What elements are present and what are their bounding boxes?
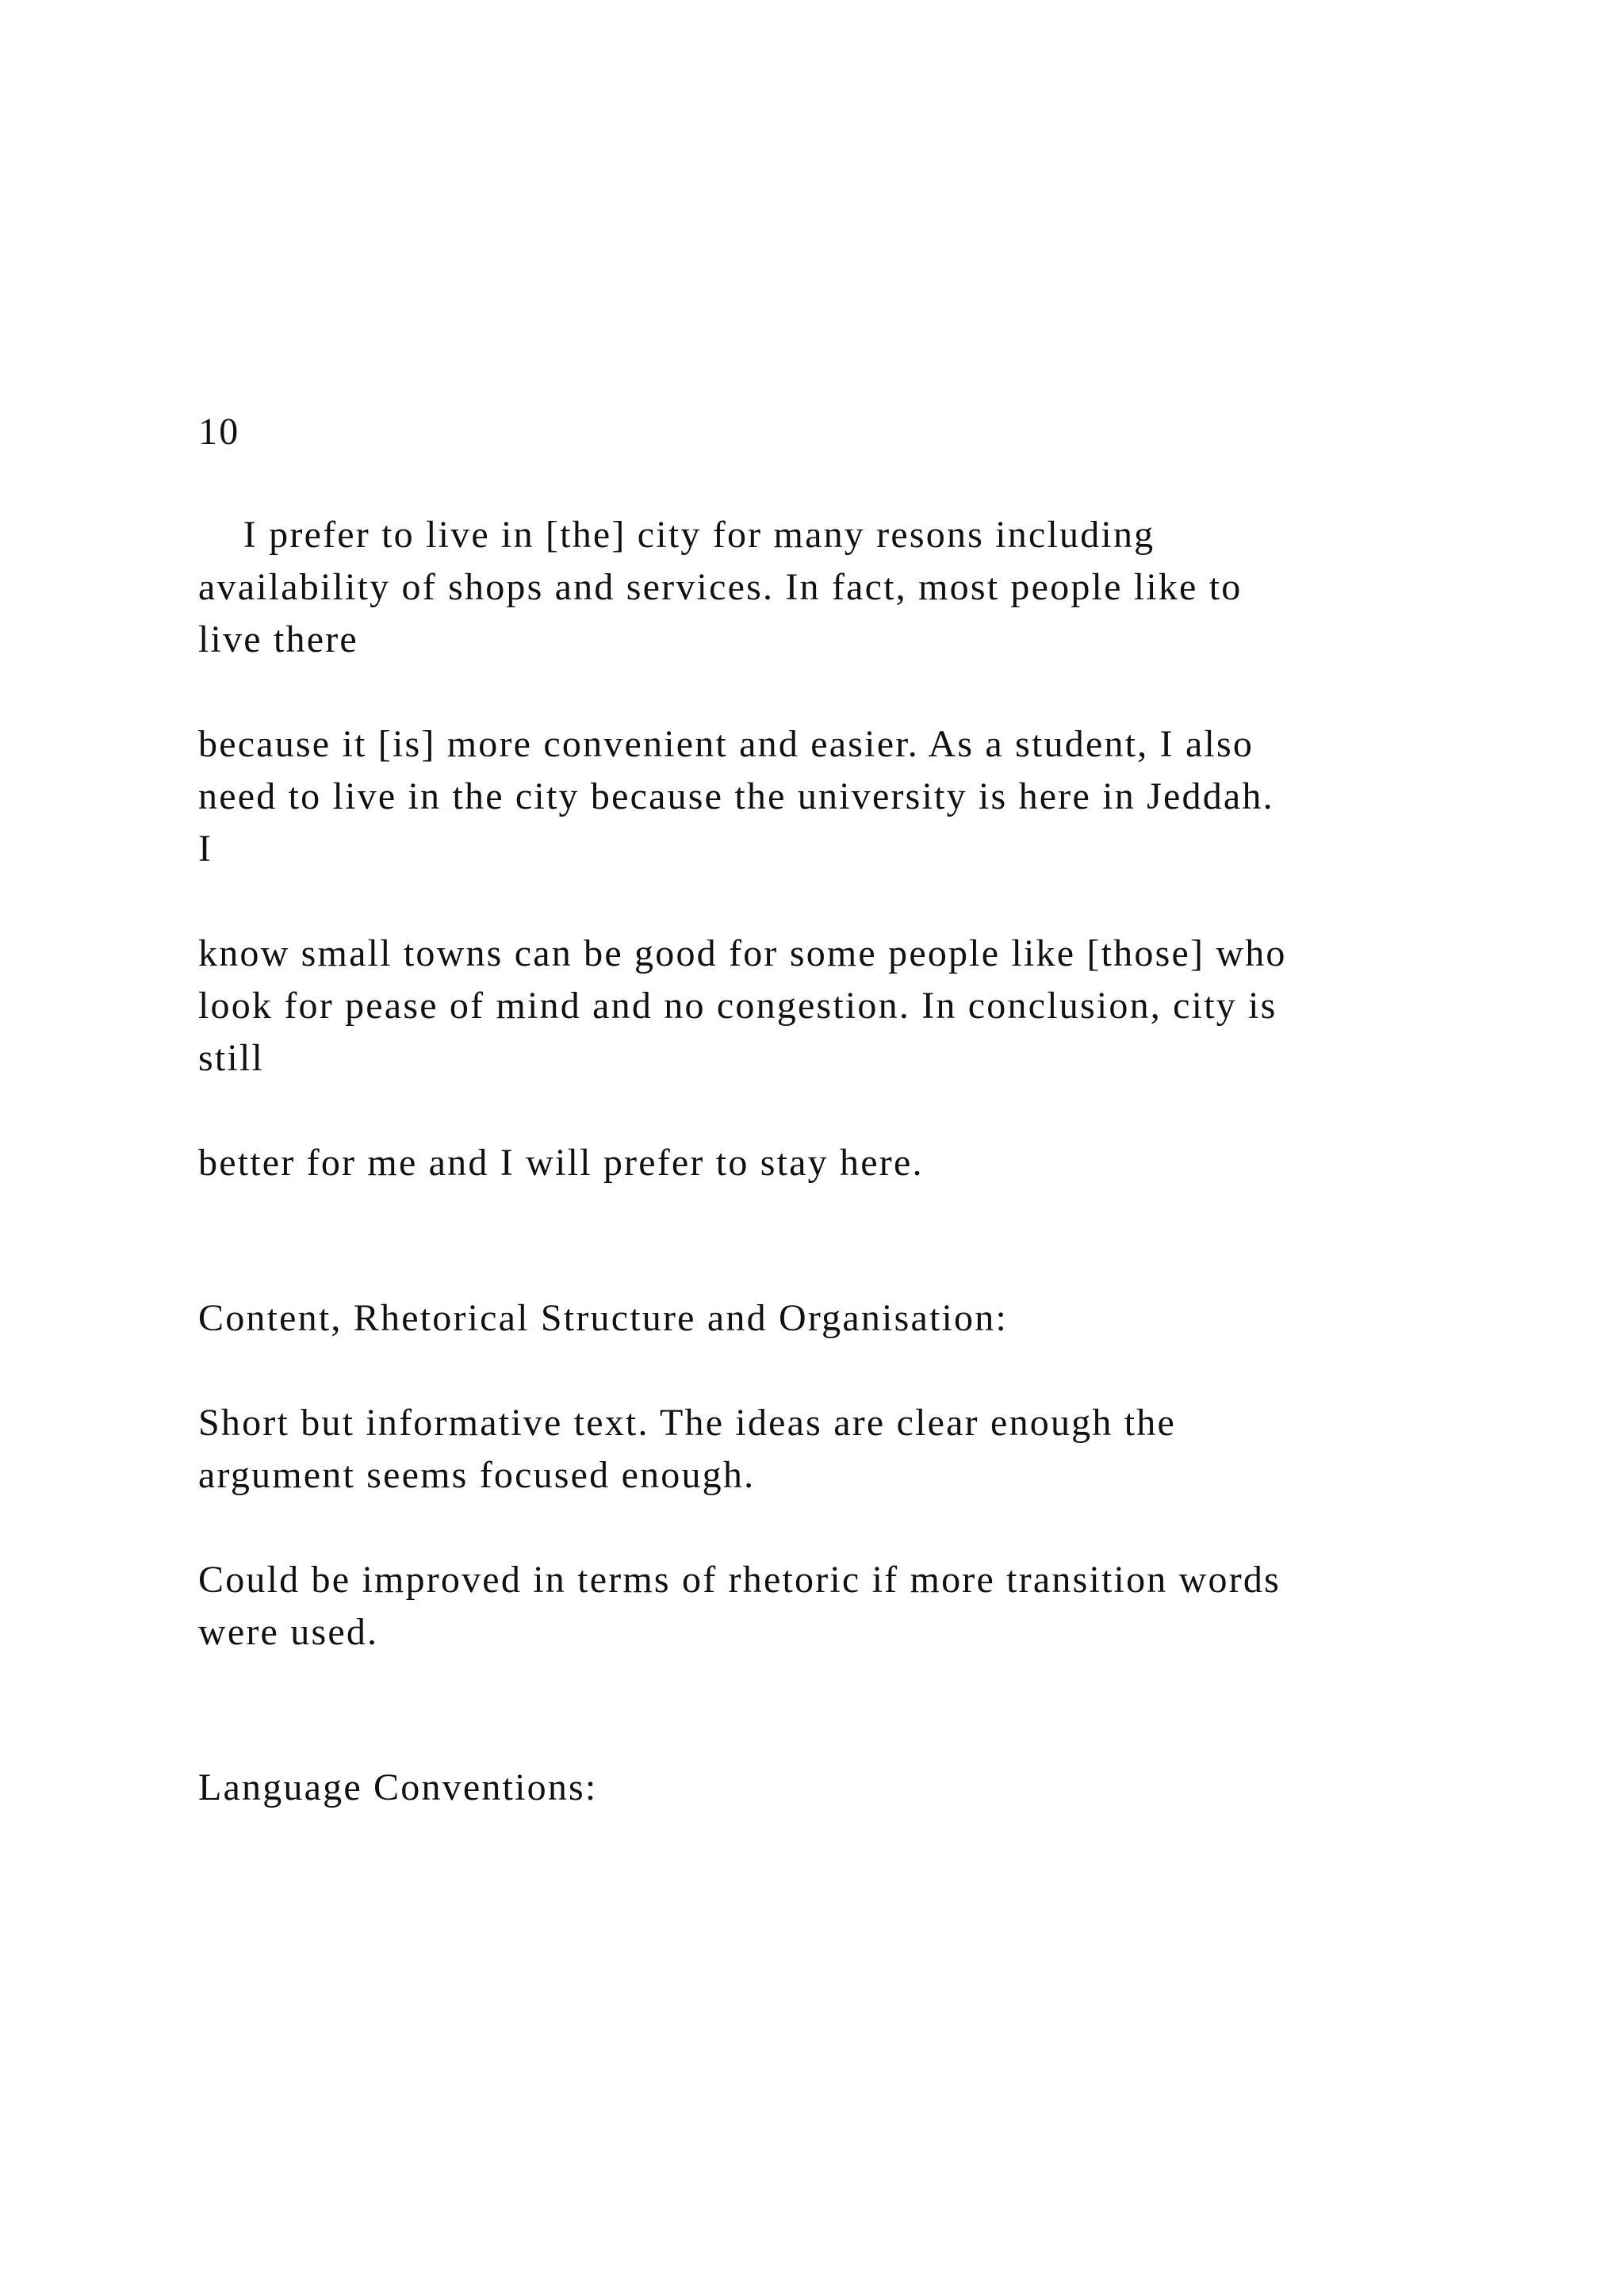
essay-line: because it [is] more convenient and easier. As a student, I also <box>198 723 1254 765</box>
page-number: 10 <box>198 411 240 453</box>
essay-line: live there <box>198 618 358 660</box>
essay-line: know small towns can be good for some people like [those] who <box>198 932 1287 974</box>
essay-line: I prefer to live in [the] city for many resons including <box>198 514 1155 556</box>
essay-line: need to live in the city because the university is here in Jeddah. <box>198 775 1274 817</box>
essay-line: better for me and I will prefer to stay here. <box>198 1142 924 1184</box>
content-comment-line: argument seems focused enough. <box>198 1454 756 1496</box>
improvement-line: were used. <box>198 1611 379 1653</box>
essay-line: look for pease of mind and no congestion. In conclusion, city is <box>198 985 1277 1027</box>
improvement-line: Could be improved in terms of rhetoric if more transition words <box>198 1559 1281 1601</box>
essay-line: availability of shops and services. In fact, most people like to <box>198 566 1243 608</box>
essay-line: I <box>198 828 213 870</box>
content-heading: Content, Rhetorical Structure and Organisation: <box>198 1297 1008 1339</box>
content-comment-line: Short but informative text. The ideas are clear enough the <box>198 1402 1177 1444</box>
essay-line: still <box>198 1037 265 1079</box>
language-heading: Language Conventions: <box>198 1766 598 1808</box>
